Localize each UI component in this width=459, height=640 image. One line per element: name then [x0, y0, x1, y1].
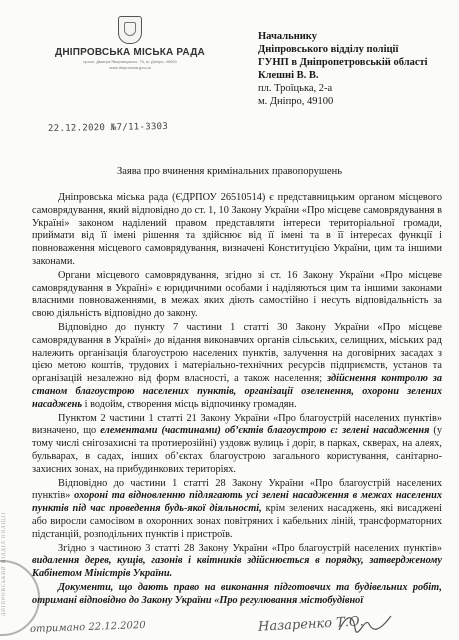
addressee-block: [258, 30, 428, 108]
paragraph-5: [32, 478, 442, 542]
text-run: крім зелених насаджень, які висаджені або виросли самосівом в охоронних зонах повітряних і кабельних ліній, трансформаторних підстанцій, розподільних пунктів і пристроїв.: [32, 503, 442, 540]
paragraph-4: [32, 413, 442, 477]
addressee-line: м. Дніпро, 49100: [258, 96, 334, 107]
signature-icon: [335, 610, 395, 636]
emphasis-run: здійснення контролю за станом благоустрою населених пунктів, організації озеленення, охорони зелених насаджень: [32, 373, 443, 410]
council-name: ДНІПРОВСЬКА МІСЬКА РАДА: [55, 47, 205, 58]
text-run: Відповідно до пункту 7 частини 1 статті 30 Закону України «Про місцеве самоврядування в Україні» до відання виконавчих органів сільських, селищних, міських рад належить організація благоустрою населених пунктів, залучення на договірних засадах з цією метою коштів, трудових і матеріально-технічних ресурсів підприємств, установ та організацій незалежно від форм власності, а також населення;: [32, 321, 442, 385]
addressee-line: ГУНП в Дніпропетровській області: [258, 57, 428, 68]
emphasis-run: Документи, що дають право на виконання підготовчих та будівельних робіт, отримані відповідно до Закону України «Про регулювання містобудівної: [32, 581, 442, 606]
text-run: Згідно з частиною 3 статті 28 Закону України «Про благоустрій населених пунктів»: [58, 542, 442, 554]
document-title: Заява про вчинення кримінальних правопорушень: [116, 166, 343, 177]
paragraph-2: Органи місцевого самоврядування, згідно зі ст. 16 Закону України «Про місцеве самоврядування в Україні» є юридичними особами і наділяються цим та іншими законами власними повноваженнями, в межах яких діють самостійно і несуть відповідальність за свою діяльність відповідно до закону.: [32, 269, 442, 320]
paragraph-1: Дніпровська міська рада (ЄДРПОУ 26510514) є представницьким органом місцевого самоврядування, який відповідно до ст. 1, 10 Закону України «Про місцеве самоврядування в Україні» законом наділений правом представляти інтереси територіальної громади, приймати від її імені рішення та здійснює від її імені та в її інтересах функції і повноваження місцевого самоврядування, визначені Конституцією України, цим та іншими законами.: [32, 192, 442, 267]
addressee-line: Клешні В. В.: [258, 70, 319, 81]
registration-number: 22.12.2020 №7/11-3303: [47, 121, 169, 135]
emphasis-run: охороні та відновленню підлягають усі зелені насадження в межах населених пунктів під час проведення будь-якої діяльності,: [32, 490, 442, 515]
emphasis-run: елементами (частинами) об’єктів благоустрою є: зелені насадження: [100, 425, 430, 437]
council-address-line-2: www.dniprorada.gov.ua: [109, 65, 151, 70]
council-address-line-1: просп. Дмитра Яворницького, 75, м. Дніпро, 49000: [83, 59, 177, 64]
emphasis-run: видалення дерев, кущів, газонів і квітників здійснюється в порядку, затвердженому Кабінетом Міністрів України.: [32, 555, 442, 580]
addressee-line: Дніпровського відділу поліції: [258, 44, 399, 55]
text-run: (у тому числі снігозахисні та протиерозійні) уздовж вулиць і доріг, в парках, скверах, на алеях, бульварах, в садах, інших об’єктах благоустрою загального користування, санітарно-захисних зонах, на прибудинкових територіях.: [32, 425, 442, 475]
handwritten-received-note: отримано 22.12.2020: [29, 619, 146, 636]
coat-of-arms-icon: [118, 16, 142, 44]
addressee-line: Начальнику: [258, 31, 317, 42]
text-run: Пунктом 2 частини 1 статті 21 Закону України «Про благоустрій населених пунктів» визначено, що: [32, 412, 442, 437]
letterhead: [55, 16, 205, 70]
paragraph-7: [32, 582, 442, 608]
handwritten-name: Назаренко Т.О.: [257, 614, 365, 635]
addressee-line: пл. Троїцька, 2-а: [258, 83, 333, 94]
paragraph-3: [32, 322, 442, 412]
text-run: і водойм, створення місць відпочинку громадян.: [82, 398, 297, 410]
document-body: [32, 192, 442, 609]
paragraph-6: [32, 543, 442, 581]
stamp-text: ДНІПРОВСЬКИЙ ВІДДІЛ ПОЛІЦІЇ: [2, 512, 7, 617]
text-run: Відповідно до частини 1 статті 28 Закону України «Про благоустрій населених пунктів»: [32, 477, 442, 502]
